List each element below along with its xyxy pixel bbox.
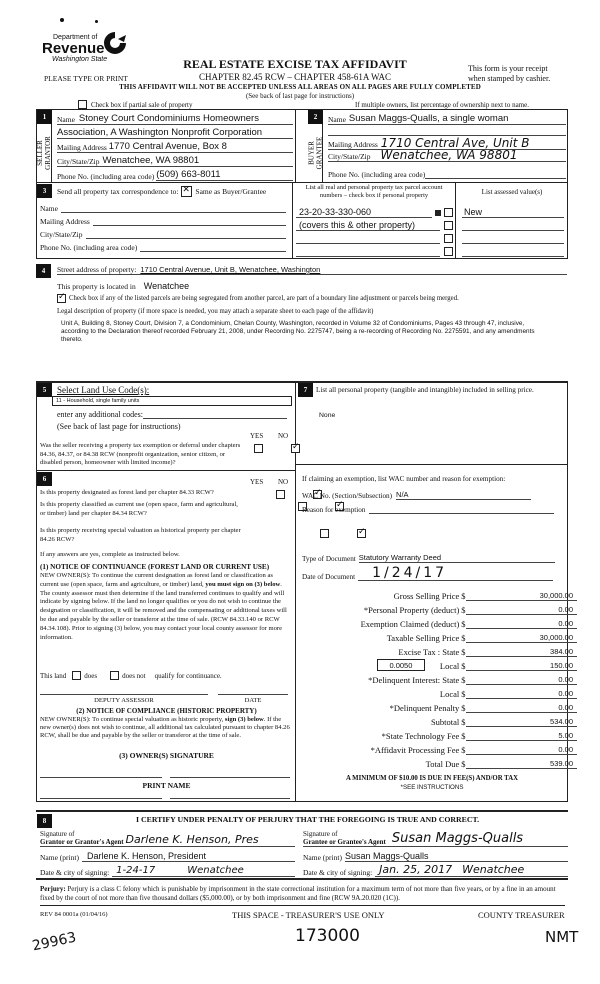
fin-subtotal: Subtotal $ 534.00	[317, 713, 577, 727]
segregated-checkbox-row: ✓ Check box if any of the listed parcels are being segregated from another parcel, are part of a boundary line adjustment or parcels being merged.	[57, 294, 459, 303]
parcel-number[interactable]: 23-20-33-330-060	[296, 207, 432, 218]
section-number-1: 1	[37, 110, 52, 124]
section-number-4: 4	[36, 264, 51, 278]
see-instructions: *SEE INSTRUCTIONS	[400, 784, 464, 791]
divider	[295, 464, 568, 465]
located-in: This property is located in Wenatchee	[57, 281, 190, 291]
assessed-value[interactable]	[462, 236, 564, 244]
yes-header: YES	[250, 432, 264, 440]
handwritten-number: 29963	[30, 929, 78, 955]
assessed-value[interactable]: New	[462, 207, 564, 218]
minimum-note: A MINIMUM OF $10.00 IS DUE IN FEE(S) AND/OR TAX	[345, 775, 519, 782]
fin-tech-fee: *State Technology Fee $ 5.00	[317, 727, 577, 741]
grantee-name-field[interactable]: Susan Maggs-Qualls	[345, 851, 568, 862]
owner-signature-line[interactable]	[170, 777, 290, 778]
corr-city-field[interactable]	[86, 231, 287, 239]
personal-property-checkbox[interactable]	[444, 208, 453, 217]
print-name-line[interactable]	[40, 798, 162, 799]
buyer-city-field[interactable]: Wenatchee, WA 98801	[380, 148, 518, 162]
legal-description-label: Legal description of property (if more space is needed, you may attach a separate sheet to each page of the affidavit)	[57, 308, 374, 315]
fin-state-tax: Excise Tax : State $ 384.00	[317, 643, 577, 657]
legal-description[interactable]: Unit A, Building 8, Stoney Court, Division 7, a Condominium, Chelan County, Washington, recorded in Volume 32 of Condominiums, Pages 43 through 47, inclusive, according to the Declaration thereof recorded February 21, 2008, under Recording No. 2275747, being a re-recording of Recording No. 2275591, and any amendments thereto.	[61, 320, 535, 344]
additional-codes: enter any additional codes:	[57, 410, 287, 419]
multiple-owners-note: If multiple owners, list percentage of ownership next to name.	[355, 101, 529, 109]
date-label: DATE	[244, 697, 262, 704]
certify-statement: I CERTIFY UNDER PENALTY OF PERJURY THAT THE FOREGOING IS TRUE AND CORRECT.	[136, 815, 480, 824]
correspondence-fields: Name Mailing Address City/State/Zip Phone No. (including area code)	[40, 200, 286, 252]
continuance-row: This land does does not qualify for continuance.	[40, 671, 222, 680]
fin-processing-fee: *Affidavit Processing Fee $ 0.00	[317, 741, 577, 755]
county-treasurer-label: COUNTY TREASURER	[478, 910, 565, 920]
parcel-header: List all real and personal property tax parcel account numbers – check box if personal property	[305, 184, 443, 199]
parcel-number[interactable]: (covers this & other property)	[296, 220, 440, 231]
seller-city-field[interactable]: Wenatchee, WA 98801	[102, 155, 200, 166]
buyer-mailing-field[interactable]: 1710 Central Ave, Unit B	[380, 136, 530, 150]
deputy-assessor-label: DEPUTY ASSESSOR	[94, 697, 154, 704]
handwritten-number: 173000	[295, 926, 360, 946]
doc-date-field[interactable]: 1/24/17	[358, 566, 553, 581]
fin-delinquent-local: Local $ 0.00	[317, 685, 577, 699]
dor-swirl-icon	[102, 30, 128, 56]
notice-compliance-title: (2) NOTICE OF COMPLIANCE (HISTORIC PROPERTY)	[76, 707, 257, 715]
warning: THIS AFFIDAVIT WILL NOT BE ACCEPTED UNLESS ALL AREAS ON ALL PAGES ARE FULLY COMPLETED	[119, 83, 481, 91]
assessed-list	[462, 205, 564, 257]
notice-continuance-title: (1) NOTICE OF CONTINUANCE (FOREST LAND OR CURRENT USE)	[40, 563, 270, 571]
current-use-question: Is this property classified as current use (open space, farm and agricultural, or timber) land per chapter 84.34 RCW?	[40, 501, 238, 517]
personal-property-value[interactable]: None	[319, 412, 336, 419]
divider	[36, 470, 295, 471]
divider	[455, 183, 456, 259]
grantor-date-field[interactable]: 1-24-17 Wenatchee	[112, 865, 295, 877]
form-title: REAL ESTATE EXCISE TAX AFFIDAVIT	[183, 57, 407, 71]
divider	[295, 109, 296, 183]
fin-delinquent-state: *Delinquent Interest: State $ 0.00	[317, 671, 577, 685]
reason-row: Reason for exemption	[302, 506, 572, 514]
section-number-7: 7	[298, 383, 313, 397]
doc-type-field[interactable]: Statutory Warranty Deed	[359, 553, 555, 563]
additional-codes-field[interactable]	[143, 411, 287, 419]
exemption-no-checkbox[interactable]	[291, 444, 300, 453]
same-as-buyer-checkbox[interactable]	[181, 186, 192, 197]
form-subtitle: CHAPTER 82.45 RCW – CHAPTER 458-61A WAC	[199, 72, 391, 82]
segregated-checkbox[interactable]	[57, 294, 66, 303]
fin-exemption: Exemption Claimed (deduct) $ 0.00	[317, 615, 577, 629]
deputy-assessor-line[interactable]	[40, 694, 208, 695]
financial-table	[317, 587, 577, 769]
seller-mailing-field[interactable]: 1770 Central Avenue, Box 8	[108, 141, 227, 152]
no-header: NO	[278, 432, 289, 440]
forest-land-question: Is this property designated as forest land per chapter 84.33 RCW?	[40, 489, 214, 496]
does-checkbox[interactable]	[72, 671, 81, 680]
parcel-list	[296, 205, 453, 257]
assessed-value[interactable]	[462, 223, 564, 231]
fin-local-tax: 0.0050 Local $ 150.00	[317, 657, 577, 671]
yes-header: YES	[250, 478, 264, 486]
notice-continuance-text: NEW OWNER(S): To continue the current designation as forest land or classification as current use (open space, farm and agriculture, or timber) land, you must sign on (3) below. The county assessor must then determine if the land transferred continues to qualify and will indicate by signing below. If the land no longer qualifies or you do not wish to continue the designation or classification, it will be removed and the compensating or additional taxes will be due and payable by the seller or transferor at the time of sale. (RCW 84.33.140 or RCW 84.34.108). Prior to signing (3) below, you may contact your local county assessor for more information.	[40, 572, 287, 641]
doc-date-row: Date of Document 1/24/17	[302, 566, 572, 581]
does-not-checkbox[interactable]	[110, 671, 119, 680]
grantor-signature-block: Signature of Grantor or Grantor's Agent Darlene K. Henson, Pres Name (print) Darlene K. Henson, President Date & city of signing: 1-24-17 Wenatchee	[40, 829, 295, 877]
receipt-note: when stamped by cashier.	[468, 74, 551, 83]
buyer-fields: Name Susan Maggs-Qualls, a single woman Mailing Address 1710 Central Ave, Unit B City/State/Zip Wenatchee, WA 98801 Phone No. (including area code)	[328, 111, 566, 179]
section-number-2: 2	[308, 110, 323, 124]
treasurer-use-label: THIS SPACE - TREASURER'S USE ONLY	[232, 910, 385, 920]
print-name-label: PRINT NAME	[142, 781, 191, 790]
print-name-line[interactable]	[170, 798, 290, 799]
street-address: Street address of property: 1710 Central Avenue, Unit B, Wenatchee, Washington	[57, 265, 567, 275]
section-number-5: 5	[37, 383, 52, 397]
personal-property-checkbox[interactable]	[444, 247, 453, 256]
reason-field[interactable]	[369, 506, 554, 514]
assessor-date-line[interactable]	[218, 694, 288, 695]
receipt-note: This form is your receipt	[468, 64, 548, 73]
historical-question: Is this property receiving special valuation as historical property per chapter 84.26 RCW?	[40, 527, 241, 543]
seller-fields: Name Stoney Court Condominiums Homeowners Association, A Washington Nonprofit Corporation Mailing Address 1770 Central Avenue, Box 8 City/State/Zip Wenatchee, WA 98801 Phone No. (including area code) (509) 663-8011	[57, 111, 293, 181]
see-back-note: (See back of last page for instructions)	[57, 422, 181, 431]
parcel-number[interactable]	[296, 249, 440, 257]
located-in-field[interactable]: Wenatchee	[143, 281, 190, 291]
please-type: PLEASE TYPE OR PRINT	[44, 74, 128, 83]
scan-mark	[60, 18, 64, 22]
buyer-phone-field[interactable]	[425, 178, 566, 179]
scan-mark	[95, 20, 98, 23]
corr-name-field[interactable]	[61, 205, 286, 213]
no-header: NO	[278, 478, 289, 486]
checkbox[interactable]	[78, 100, 87, 109]
fin-personal: *Personal Property (deduct) $ 0.00	[317, 601, 577, 615]
section-number-6: 6	[37, 472, 52, 486]
partial-sale-checkbox[interactable]: Check box if partial sale of property	[78, 100, 192, 109]
handwritten-initials: NMT	[545, 928, 579, 946]
personal-property-checkbox[interactable]	[444, 221, 453, 230]
grantor-name-field[interactable]: Darlene K. Henson, President	[82, 851, 295, 862]
send-correspondence: Send all property tax correspondence to: ✕ Same as Buyer/Grantee	[57, 186, 266, 197]
corr-mailing-field[interactable]	[93, 218, 286, 226]
seller-name-field[interactable]: Stoney Court Condominiums Homeowners	[78, 113, 259, 124]
wac-field[interactable]: N/A	[396, 490, 531, 500]
owner-signature-title: (3) OWNER(S) SIGNATURE	[119, 751, 214, 760]
seller-name-field-2[interactable]: Association, A Washington Nonprofit Corporation	[57, 127, 263, 138]
dor-logo: Department of Revenue Washington State	[40, 30, 130, 65]
land-use-label: Select Land Use Code(s):	[57, 385, 150, 395]
local-rate-field[interactable]: 0.0050	[377, 659, 425, 671]
personal-property-checkbox[interactable]	[444, 234, 453, 243]
divider	[292, 183, 293, 259]
assessed-value[interactable]	[462, 249, 564, 257]
fin-penalty: *Delinquent Penalty $ 0.00	[317, 699, 577, 713]
buyer-side-label: BUYER GRANTEE	[308, 124, 323, 182]
wac-row: WAC No. (Section/Subsection) N/A	[302, 490, 572, 500]
doc-type-row: Type of Document Statutory Warranty Deed	[302, 553, 572, 563]
seller-side-label: SELLER GRANTOR	[37, 124, 52, 182]
grantee-signature[interactable]: Susan Maggs-Qualls	[391, 831, 524, 846]
fin-gross: Gross Selling Price $ 30,000.00	[317, 587, 577, 601]
section-number-8: 8	[37, 814, 52, 828]
owner-signature-line[interactable]	[40, 777, 162, 778]
revision-code: REV 84 0001a (01/04/16)	[40, 911, 108, 918]
street-address-field[interactable]: 1710 Central Avenue, Unit B, Wenatchee, Washington	[140, 265, 321, 274]
corr-phone-field[interactable]	[140, 244, 286, 252]
seller-phone-field[interactable]: (509) 663-8011	[156, 169, 293, 181]
notice-compliance-text: NEW OWNER(S): To continue special valuation as historic property, sign (3) below. If the new owner(s) does not wish to continue, all additional tax calculated pursuant to chapter 84.26 RCW, shall be due and payable by the seller or transferor at the time of sale.	[40, 716, 290, 739]
fin-total-due: Total Due $ 539.00	[317, 755, 577, 769]
assessed-header: List assessed value(s)	[481, 188, 543, 196]
if-yes-note: If any answers are yes, complete as instructed below.	[40, 551, 180, 558]
exemption-yes-checkbox[interactable]	[254, 444, 263, 453]
forest-yes-checkbox[interactable]	[276, 490, 285, 499]
fin-taxable: Taxable Selling Price $ 30,000.00	[317, 629, 577, 643]
perjury-notice: Perjury: Perjury is a class C felony which is punishable by imprisonment in the state correctional institution for a maximum term of not more than five years, or by a fine in an amount fixed by the court of not more than five thousand dollars ($5,000.00), or by both imprisonment and fine (RCW 9A.20.020 (1C)).	[40, 885, 565, 906]
personal-property-label: List all personal property (tangible and intangible) included in selling price.	[316, 386, 534, 394]
grantee-signature-block: Signature of Grantee or Grantee's Agent Susan Maggs-Qualls Name (print) Susan Maggs-Qualls Date & city of signing: Jan. 25, 2017 Wenatchee	[303, 827, 568, 877]
parcel-number[interactable]	[296, 236, 440, 244]
historical-yes-checkbox[interactable]	[320, 529, 329, 538]
exemption-question: Was the seller receiving a property tax exemption or deferral under chapters 84.36, 84.37, or 84.38 RCW (nonprofit organization, senior citizen, or disabled person, homeowner with limited income)?	[40, 442, 241, 466]
see-back-note: (See back of last page for instructions)	[245, 92, 355, 100]
marker	[435, 210, 441, 216]
grantor-signature[interactable]: Darlene K. Henson, Pres	[125, 833, 259, 846]
land-use-select[interactable]: 11 - Household, single family units	[52, 396, 292, 406]
section-number-3: 3	[37, 184, 52, 198]
exemption-label: If claiming an exemption, list WAC number and reason for exemption:	[302, 475, 506, 483]
buyer-name-field[interactable]: Susan Maggs-Qualls, a single woman	[348, 113, 509, 124]
historical-no-checkbox[interactable]	[357, 529, 366, 538]
grantee-date-field[interactable]: Jan. 25, 2017 Wenatchee	[375, 863, 568, 877]
